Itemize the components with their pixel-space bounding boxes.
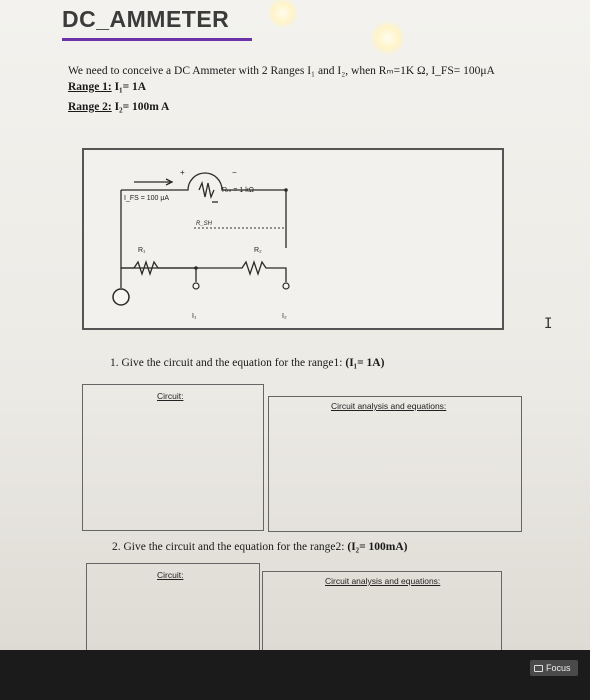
document-title: DC_AMMETER (62, 6, 230, 32)
question-2 (112, 541, 408, 553)
plus-sign: + (180, 168, 185, 177)
question-1-range: (I₁= 1A) (345, 357, 385, 369)
rm-label: Rₘ = 1 kΩ (222, 187, 254, 194)
question-2-number: 2. (112, 541, 121, 553)
question-1 (110, 357, 384, 369)
analysis-box-2[interactable] (262, 571, 502, 650)
minus-sign: − (232, 168, 237, 177)
question-1-number: 1. (110, 357, 119, 369)
circuit-box-1-label: Circuit: (157, 391, 184, 401)
focus-icon (534, 665, 543, 672)
range-1-value: I₁= 1A (111, 81, 147, 93)
i2-label: I₂ (282, 313, 287, 320)
analysis-box-1[interactable] (268, 396, 522, 532)
question-2-range: (I₂= 100mA) (347, 541, 408, 553)
ifs-label: I_FS = 100 μA (124, 195, 170, 202)
r1-label: R₁ (138, 247, 146, 254)
light-glare (268, 0, 298, 28)
focus-button[interactable] (530, 660, 578, 676)
question-1-text: Give the circuit and the equation for the range1: (121, 357, 346, 369)
circuit-box-2-label: Circuit: (157, 570, 184, 580)
analysis-box-1-label: Circuit analysis and equations: (331, 401, 447, 411)
focus-label: Focus (546, 663, 571, 673)
range-1 (68, 81, 146, 93)
intro-text: We need to conceive a DC Ammeter with 2 Ranges I₁ and I₂, when Rₘ=1K Ω, I_FS= 100μA (68, 65, 495, 77)
title-underline (62, 38, 252, 41)
circuit-diagram (84, 150, 502, 328)
circuit-box-2[interactable] (86, 563, 260, 650)
range-2-value: I₂= 100m A (111, 101, 170, 113)
range-2 (68, 101, 169, 113)
analysis-box-2-label: Circuit analysis and equations: (325, 576, 441, 586)
r2-label: R₂ (254, 247, 262, 254)
circuit-figure (82, 148, 504, 330)
text-cursor-icon: I (544, 316, 553, 332)
light-glare (371, 21, 405, 55)
i1-label: I₁ (192, 313, 197, 320)
range-2-label: Range 2: (68, 101, 112, 113)
circuit-box-1[interactable] (82, 384, 264, 531)
question-2-text: Give the circuit and the equation for the range2: (123, 541, 348, 553)
range-1-label: Range 1: (68, 81, 112, 93)
rsh-label: R_SH (196, 221, 213, 227)
